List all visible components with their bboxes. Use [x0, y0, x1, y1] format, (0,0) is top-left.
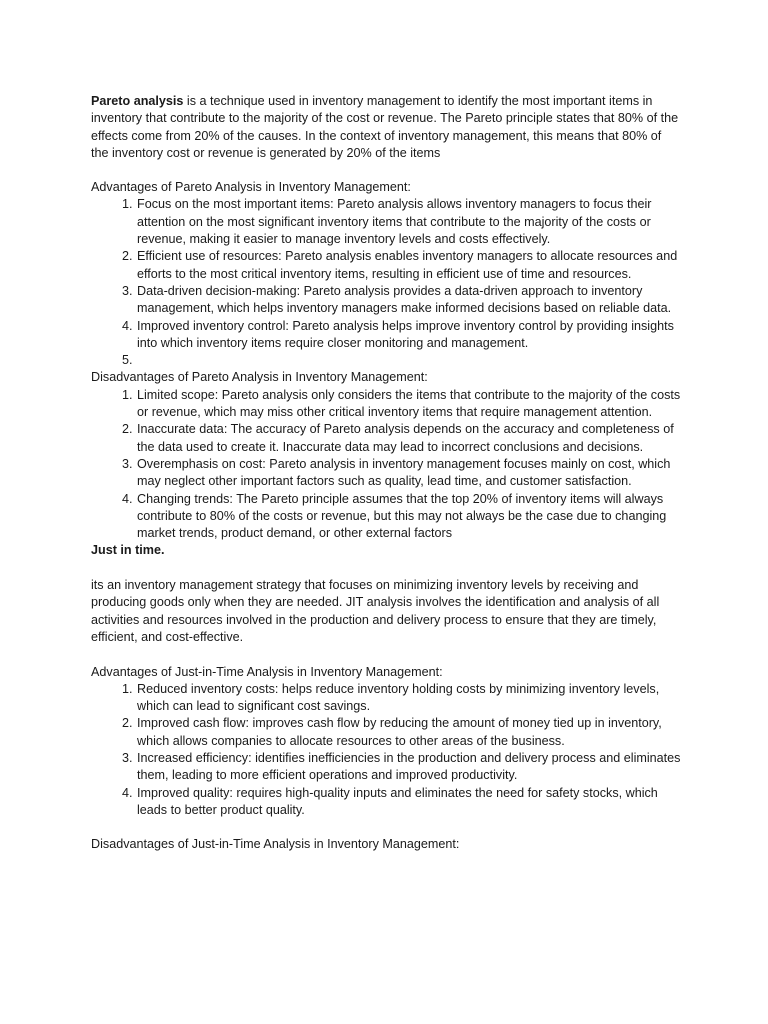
list-item: 2. Inaccurate data: The accuracy of Pareto analysis depends on the accuracy and completeness of the data used to create it. Inaccurate data may lead to incorrect conclusions and decisions.	[136, 421, 681, 456]
list-item: 2. Efficient use of resources: Pareto analysis enables inventory managers to allocate resources and efforts to the most critical inventory items, resulting in efficient use of time and resources.	[136, 248, 681, 283]
list-item: 4. Improved inventory control: Pareto analysis helps improve inventory control by providing insights into which inventory items require closer monitoring and management.	[136, 318, 681, 353]
list-item-empty	[136, 352, 681, 369]
list-item: 3. Overemphasis on cost: Pareto analysis in inventory management focuses mainly on cost, which may neglect other important factors such as quality, lead time, and customer satisfaction.	[136, 456, 681, 491]
spacer	[91, 819, 681, 836]
intro-text: is a technique used in inventory management to identify the most important items in inventory that contribute to the majority of the cost or revenue. The Pareto principle states that 80% of the effects come from 20% of the causes. In the context of inventory management, this means that 80% of the inventory cost or revenue is generated by 20% of the items	[91, 94, 679, 160]
list-item: 4. Changing trends: The Pareto principle assumes that the top 20% of inventory items will always contribute to 80% of the costs or revenue, but this may not always be the case due to changing market trends, product demand, or other external factors	[136, 491, 681, 543]
list-item: 1. Limited scope: Pareto analysis only considers the items that contribute to the majority of the costs or revenue, which may miss other critical inventory items that require management attention.	[136, 387, 681, 422]
jit-title: Just in time.	[91, 543, 165, 558]
pareto-disadvantages-heading: Disadvantages of Pareto Analysis in Inventory Management:	[91, 370, 428, 385]
intro-term: Pareto analysis	[91, 94, 184, 108]
jit-disadvantages-heading: Disadvantages of Just-in-Time Analysis in Inventory Management:	[91, 837, 460, 852]
pareto-advantages-heading: Advantages of Pareto Analysis in Inventory Management:	[91, 180, 411, 195]
jit-advantages-heading: Advantages of Just-in-Time Analysis in Inventory Management:	[91, 664, 443, 679]
list-item: 1. Focus on the most important items: Pareto analysis allows inventory managers to focus their attention on the most significant inventory items that contribute to the majority of the costs or revenue, making it easier to manage inventory levels and costs effectively.	[136, 196, 681, 248]
list-item: 3. Data-driven decision-making: Pareto analysis provides a data-driven approach to inventory management, which helps inventory managers make informed decisions based on reliable data.	[136, 283, 681, 318]
spacer	[91, 560, 681, 577]
list-item: 1. Reduced inventory costs: helps reduce inventory holding costs by minimizing inventory levels, which can lead to significant cost savings.	[136, 681, 681, 716]
list-item: 3. Increased efficiency: identifies inefficiencies in the production and delivery process and eliminates them, leading to more efficient operations and improved productivity.	[136, 750, 681, 785]
intro-paragraph	[91, 93, 681, 162]
spacer	[91, 646, 681, 663]
pareto-advantages-list	[91, 196, 681, 369]
list-item: 2. Improved cash flow: improves cash flow by reducing the amount of money tied up in inventory, which allows companies to allocate resources to other areas of the business.	[136, 715, 681, 750]
document-body	[91, 93, 681, 854]
jit-advantages-list	[91, 681, 681, 819]
jit-description: its an inventory management strategy that focuses on minimizing inventory levels by receiving and producing goods only when they are needed. JIT analysis involves the identification and analysis of all activities and resources involved in the production and delivery process to ensure that they are timely, efficient, and cost-effective.	[91, 578, 660, 644]
pareto-disadvantages-list	[91, 387, 681, 543]
list-item: 4. Improved quality: requires high-quality inputs and eliminates the need for safety stocks, which leads to better product quality.	[136, 785, 681, 820]
